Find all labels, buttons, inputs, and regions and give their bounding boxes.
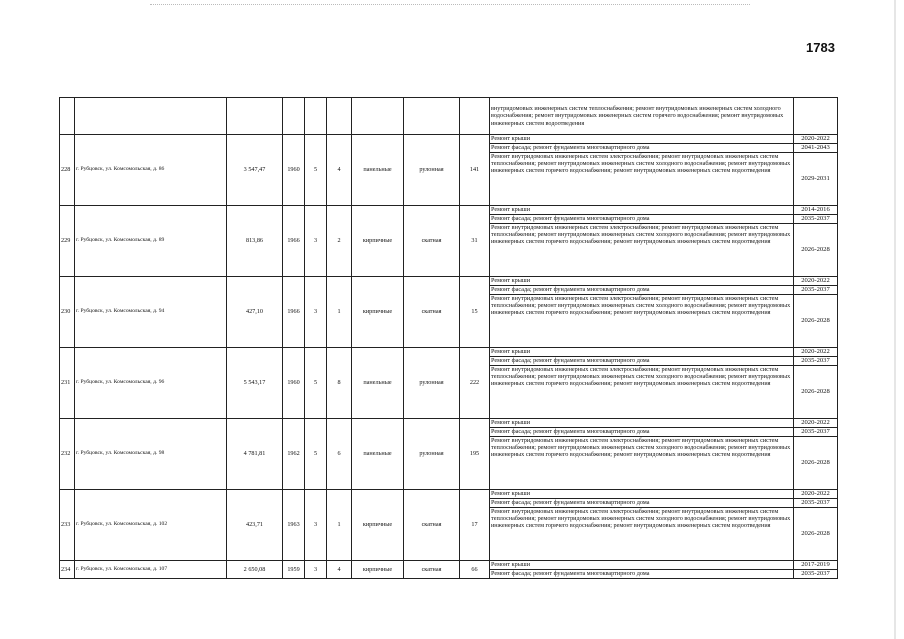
cell-empty (227, 98, 283, 135)
total-area: 427,10 (227, 277, 283, 348)
work-item: Ремонт крыши (490, 348, 793, 357)
table-row (60, 277, 838, 348)
work-period: 2014-2016 (794, 206, 837, 215)
continuation-row (60, 98, 838, 135)
work-item: Ремонт фасада; ремонт фундамента многоквартирного дома (491, 570, 650, 577)
work-list (490, 419, 794, 490)
work-period: 2017-2019 (794, 561, 837, 570)
build-year: 1962 (283, 419, 305, 490)
wall-material: кирпичные (352, 561, 404, 579)
total-area: 423,71 (227, 490, 283, 561)
row-number: 231 (60, 348, 75, 419)
work-item: Ремонт фасада; ремонт фундамента многоквартирного дома (490, 499, 793, 508)
row-number: 233 (60, 490, 75, 561)
residents: 66 (460, 561, 490, 579)
wall-material: панельные (352, 348, 404, 419)
work-period: 2035-2037 (794, 215, 837, 224)
work-description: внутридомовых инженерных систем теплоснабжения; ремонт внутридомовых инженерных систем холодного водоснабжения; ремонт внутридомовых инженерных систем горячего водоснабжения; ремонт внутридомовых инженерных систем водоотведения (490, 98, 794, 135)
address: г. Рубцовск, ул. Комсомольская, д. 107 (75, 561, 227, 579)
work-item: Ремонт внутридомовых инженерных систем электроснабжения; ремонт внутридомовых инженерных систем теплоснабжения; ремонт внутридомовых инженерных систем холодного водоснабжения; ремонт внутридомовых инженерных систем горячего водоснабжения; ремонт внутридомовых инженерных систем водоотведения (491, 153, 791, 175)
work-list (490, 206, 794, 277)
work-item: Ремонт фасада; ремонт фундамента многоквартирного дома (490, 215, 793, 224)
cell-empty (283, 98, 305, 135)
roof-type: скатная (404, 561, 460, 579)
cell-empty (60, 98, 75, 135)
residents: 17 (460, 490, 490, 561)
table-row (60, 490, 838, 561)
residents: 31 (460, 206, 490, 277)
table-row (60, 206, 838, 277)
work-period: 2035-2037 (801, 570, 830, 577)
work-item: Ремонт внутридомовых инженерных систем электроснабжения; ремонт внутридомовых инженерных систем теплоснабжения; ремонт внутридомовых инженерных систем холодного водоснабжения; ремонт внутридомовых инженерных систем горячего водоснабжения; ремонт внутридомовых инженерных систем водоотведения (491, 508, 791, 530)
entrances: 4 (327, 135, 352, 206)
work-period: 2020-2022 (794, 135, 837, 144)
row-number: 229 (60, 206, 75, 277)
period-list (794, 561, 838, 579)
cell-empty (460, 98, 490, 135)
work-list (490, 135, 794, 206)
work-period: 2020-2022 (794, 348, 837, 357)
work-list (490, 490, 794, 561)
work-item: Ремонт крыши (490, 135, 793, 144)
residents: 141 (460, 135, 490, 206)
work-item: Ремонт внутридомовых инженерных систем электроснабжения; ремонт внутридомовых инженерных систем теплоснабжения; ремонт внутридомовых инженерных систем холодного водоснабжения; ремонт внутридомовых инженерных систем горячего водоснабжения; ремонт внутридомовых инженерных систем водоотведения (491, 437, 791, 459)
work-item: Ремонт крыши (490, 419, 793, 428)
work-item: Ремонт крыши (490, 490, 793, 499)
cell-empty (305, 98, 327, 135)
table-row (60, 348, 838, 419)
address: г. Рубцовск, ул. Комсомольская, д. 94 (75, 277, 227, 348)
build-year: 1966 (283, 277, 305, 348)
residents: 222 (460, 348, 490, 419)
work-period: 2026-2028 (801, 530, 830, 537)
wall-material: панельные (352, 135, 404, 206)
period-list (794, 348, 838, 419)
work-period: 2041-2043 (794, 144, 837, 153)
roof-type: рулонная (404, 135, 460, 206)
work-period: 2020-2022 (794, 490, 837, 499)
roof-type: скатная (404, 490, 460, 561)
row-number: 232 (60, 419, 75, 490)
work-period: 2020-2022 (794, 419, 837, 428)
row-number: 228 (60, 135, 75, 206)
period-list (794, 419, 838, 490)
residents: 195 (460, 419, 490, 490)
roof-type: рулонная (404, 348, 460, 419)
scan-edge-shadow (894, 0, 896, 639)
work-item: Ремонт внутридомовых инженерных систем электроснабжения; ремонт внутридомовых инженерных систем теплоснабжения; ремонт внутридомовых инженерных систем холодного водоснабжения; ремонт внутридомовых инженерных систем горячего водоснабжения; ремонт внутридомовых инженерных систем водоотведения (491, 366, 791, 388)
floors: 5 (305, 348, 327, 419)
work-period: 2026-2028 (801, 317, 830, 324)
period-list (794, 490, 838, 561)
work-period: 2029-2031 (801, 175, 830, 182)
work-period: 2020-2022 (794, 277, 837, 286)
build-year: 1966 (283, 206, 305, 277)
entrances: 2 (327, 206, 352, 277)
floors: 3 (305, 206, 327, 277)
roof-type: скатная (404, 206, 460, 277)
build-year: 1960 (283, 348, 305, 419)
entrances: 1 (327, 490, 352, 561)
row-number: 230 (60, 277, 75, 348)
floors: 3 (305, 490, 327, 561)
total-area: 3 547,47 (227, 135, 283, 206)
wall-material: кирпичные (352, 490, 404, 561)
build-year: 1959 (283, 561, 305, 579)
work-period: 2026-2028 (801, 388, 830, 395)
repair-registry-table (59, 97, 838, 579)
work-period: 2035-2037 (794, 499, 837, 508)
work-item: Ремонт фасада; ремонт фундамента многоквартирного дома (490, 357, 793, 366)
entrances: 4 (327, 561, 352, 579)
total-area: 5 543,17 (227, 348, 283, 419)
table-row (60, 135, 838, 206)
work-item: Ремонт фасада; ремонт фундамента многоквартирного дома (490, 144, 793, 153)
floors: 3 (305, 277, 327, 348)
entrances: 1 (327, 277, 352, 348)
cell-empty (327, 98, 352, 135)
roof-type: скатная (404, 277, 460, 348)
entrances: 8 (327, 348, 352, 419)
work-item: Ремонт крыши (490, 277, 793, 286)
work-period: 2026-2028 (801, 459, 830, 466)
address: г. Рубцовск, ул. Комсомольская, д. 86 (75, 135, 227, 206)
build-year: 1963 (283, 490, 305, 561)
scan-artifact-line (150, 4, 750, 6)
cell-empty (404, 98, 460, 135)
work-item: Ремонт внутридомовых инженерных систем электроснабжения; ремонт внутридомовых инженерных систем теплоснабжения; ремонт внутридомовых инженерных систем холодного водоснабжения; ремонт внутридомовых инженерных систем горячего водоснабжения; ремонт внутридомовых инженерных систем водоотведения (491, 295, 791, 317)
work-item: Ремонт фасада; ремонт фундамента многоквартирного дома (490, 286, 793, 295)
cell-empty (75, 98, 227, 135)
wall-material: кирпичные (352, 206, 404, 277)
work-item: Ремонт фасада; ремонт фундамента многоквартирного дома (490, 428, 793, 437)
work-period: 2035-2037 (794, 428, 837, 437)
row-number: 234 (60, 561, 75, 579)
address: г. Рубцовск, ул. Комсомольская, д. 102 (75, 490, 227, 561)
entrances: 6 (327, 419, 352, 490)
work-period: 2035-2037 (794, 286, 837, 295)
table-row (60, 561, 838, 579)
page-number: 1783 (806, 40, 835, 55)
period-list (794, 206, 838, 277)
period-list (794, 135, 838, 206)
table-row (60, 419, 838, 490)
wall-material: кирпичные (352, 277, 404, 348)
work-period: 2035-2037 (794, 357, 837, 366)
total-area: 813,86 (227, 206, 283, 277)
work-item: Ремонт внутридомовых инженерных систем электроснабжения; ремонт внутридомовых инженерных систем теплоснабжения; ремонт внутридомовых инженерных систем холодного водоснабжения; ремонт внутридомовых инженерных систем горячего водоснабжения; ремонт внутридомовых инженерных систем водоотведения (491, 224, 791, 246)
work-item: Ремонт крыши (490, 206, 793, 215)
floors: 5 (305, 419, 327, 490)
floors: 5 (305, 135, 327, 206)
roof-type: рулонная (404, 419, 460, 490)
work-list (490, 348, 794, 419)
period-list (794, 277, 838, 348)
work-list (490, 277, 794, 348)
total-area: 2 650,08 (227, 561, 283, 579)
build-year: 1960 (283, 135, 305, 206)
residents: 15 (460, 277, 490, 348)
address: г. Рубцовск, ул. Комсомольская, д. 96 (75, 348, 227, 419)
address: г. Рубцовск, ул. Комсомольская, д. 98 (75, 419, 227, 490)
cell-empty (794, 98, 838, 135)
work-item: Ремонт крыши (490, 561, 793, 570)
wall-material: панельные (352, 419, 404, 490)
work-list (490, 561, 794, 579)
work-period: 2026-2028 (801, 246, 830, 253)
cell-empty (352, 98, 404, 135)
floors: 3 (305, 561, 327, 579)
address: г. Рубцовск, ул. Комсомольская, д. 89 (75, 206, 227, 277)
total-area: 4 781,81 (227, 419, 283, 490)
